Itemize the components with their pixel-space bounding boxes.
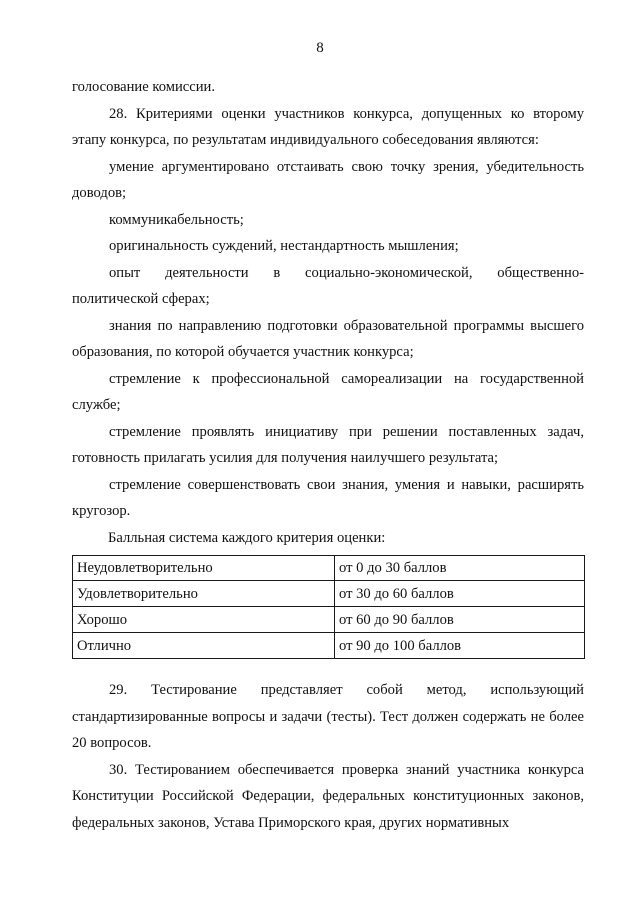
grade-cell: Отлично [73, 633, 335, 659]
paragraph-28: 28. Критериями оценки участников конкурса, допущенных ко второму этапу конкурса, по результатам индивидуального собеседования являются: [72, 105, 584, 148]
range-cell: от 0 до 30 баллов [335, 556, 585, 581]
paragraph-29: 29. Тестирование представляет собой метод, использующий стандартизированные вопросы и задачи (тесты). Тест должен содержать не более 20 вопросов. [72, 682, 584, 751]
criterion-item: стремление проявлять инициативу при решении поставленных задач, готовность прилагать усилия для получения наилучшего результата; [72, 423, 584, 466]
paragraph: голосование комиссии. [72, 79, 216, 95]
grade-cell: Хорошо [73, 607, 335, 633]
table-row [73, 633, 585, 659]
table-caption: Балльная система каждого критерия оценки: [108, 529, 386, 546]
score-table [72, 555, 585, 659]
criterion-item: умение аргументировано отстаивать свою точку зрения, убедительность доводов; [72, 158, 584, 201]
range-cell: от 60 до 90 баллов [335, 607, 585, 633]
grade-cell: Неудовлетворительно [73, 556, 335, 581]
criterion-item: оригинальность суждений, нестандартность мышления; [109, 238, 459, 254]
table-row [73, 581, 585, 607]
paragraph-30: 30. Тестированием обеспечивается проверка знаний участника конкурса Конституции Российской Федерации, федеральных конституционных законов, федеральных законов, Устава Приморского края, других нормативных [72, 761, 584, 831]
criterion-item: стремление к профессиональной самореализации на государственной службе; [72, 370, 584, 413]
criterion-item: коммуникабельность; [109, 211, 244, 228]
criterion-item-continuation: политической сферах; [72, 291, 210, 307]
table-row [73, 556, 585, 581]
table-row [73, 607, 585, 633]
criterion-item: знания по направлению подготовки образовательной программы высшего образования, по которой обучается участник конкурса; [72, 317, 584, 360]
range-cell: от 90 до 100 баллов [335, 633, 585, 659]
document-body [72, 74, 584, 836]
page-number: 8 [316, 40, 324, 56]
range-cell: от 30 до 60 баллов [335, 581, 585, 607]
grade-cell: Удовлетворительно [73, 581, 335, 607]
criterion-item: опыт деятельности в социально-экономической, общественно- [109, 264, 584, 281]
criterion-item: стремление совершенствовать свои знания, умения и навыки, расширять кругозор. [72, 476, 584, 519]
